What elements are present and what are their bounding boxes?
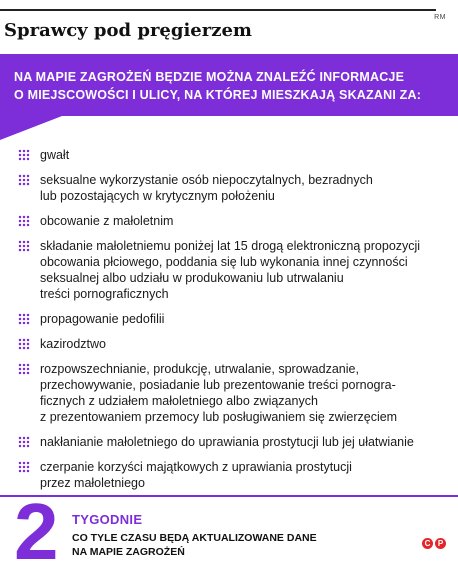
banner-tail	[0, 116, 62, 140]
list-item	[18, 213, 450, 229]
dots-bullet-icon	[18, 215, 30, 227]
list-item-line: obcowanie z małoletnim	[40, 214, 174, 228]
list-item-line: przechowywanie, posiadanie lub prezentowanie treści pornogra-	[40, 378, 396, 392]
list-item-line: gwałt	[40, 148, 70, 162]
list-item	[18, 311, 450, 327]
list-item-line: nakłanianie małoletniego do uprawiania prostytucji lub jej ułatwianie	[40, 435, 414, 449]
banner-line: O MIEJSCOWOŚCI I ULICY, NA KTÓREJ MIESZKAJĄ SKAZANI ZA:	[14, 88, 422, 102]
copyright-marks	[422, 538, 446, 549]
update-description	[72, 531, 317, 559]
list-item	[18, 434, 450, 450]
big-number: 2	[14, 487, 59, 576]
banner-line: NA MAPIE ZAGROŻEŃ BĘDZIE MOŻNA ZNALEŹĆ INFORMACJE	[14, 70, 405, 84]
list-item-line: przez małoletniego	[40, 476, 145, 490]
list-item	[18, 459, 450, 491]
list-item-line: czerpanie korzyści majątkowych z uprawiania prostytucji	[40, 460, 352, 474]
update-description-line: CO TYLE CZASU BĘDĄ AKTUALIZOWANE DANE	[72, 532, 317, 544]
list-item-line: składanie małoletniemu poniżej lat 15 drogą elektroniczną propozycji	[40, 239, 421, 253]
dots-bullet-icon	[18, 436, 30, 448]
list-item	[18, 336, 450, 352]
crime-list	[18, 147, 450, 491]
list-item-line: seksualnej albo udziału w produkowaniu lub utrwalaniu	[40, 271, 344, 285]
dots-bullet-icon	[18, 461, 30, 473]
weeks-label: TYGODNIE	[72, 512, 143, 527]
update-description-line: NA MAPIE ZAGROŻEŃ	[72, 546, 185, 558]
list-item-line: ficznych z udziałem małoletniego albo związanych	[40, 394, 318, 408]
author-credit: RM	[434, 14, 446, 21]
intro-banner	[0, 54, 458, 116]
list-item	[18, 147, 450, 163]
list-item	[18, 361, 450, 425]
top-rule	[0, 9, 436, 11]
dots-bullet-icon	[18, 240, 30, 252]
dots-bullet-icon	[18, 149, 30, 161]
banner-text	[14, 68, 434, 104]
dots-bullet-icon	[18, 338, 30, 350]
bottom-rule	[0, 495, 458, 497]
list-item-line: lub pozostających w krytycznym położeniu	[40, 189, 275, 203]
dots-bullet-icon	[18, 313, 30, 325]
list-item-line: z prezentowaniem przemocy lub posługiwaniem się zwierzęciem	[40, 410, 398, 424]
page-title: Sprawcy pod pręgierzem	[4, 20, 252, 41]
dots-bullet-icon	[18, 363, 30, 375]
list-item-line: obcowania płciowego, poddania się lub wykonania innej czynności	[40, 255, 408, 269]
list-item-line: rozpowszechnianie, produkcję, utrwalanie, sprowadzanie,	[40, 362, 359, 376]
publisher-icon: P	[435, 538, 446, 549]
copyright-icon: C	[422, 538, 433, 549]
list-item	[18, 172, 450, 204]
list-item-line: kazirodztwo	[40, 337, 106, 351]
list-item-line: seksualne wykorzystanie osób niepoczytalnych, bezradnych	[40, 173, 373, 187]
list-item	[18, 238, 450, 302]
list-item-line: treści pornograficznych	[40, 287, 169, 301]
list-item-line: propagowanie pedofilii	[40, 312, 165, 326]
dots-bullet-icon	[18, 174, 30, 186]
